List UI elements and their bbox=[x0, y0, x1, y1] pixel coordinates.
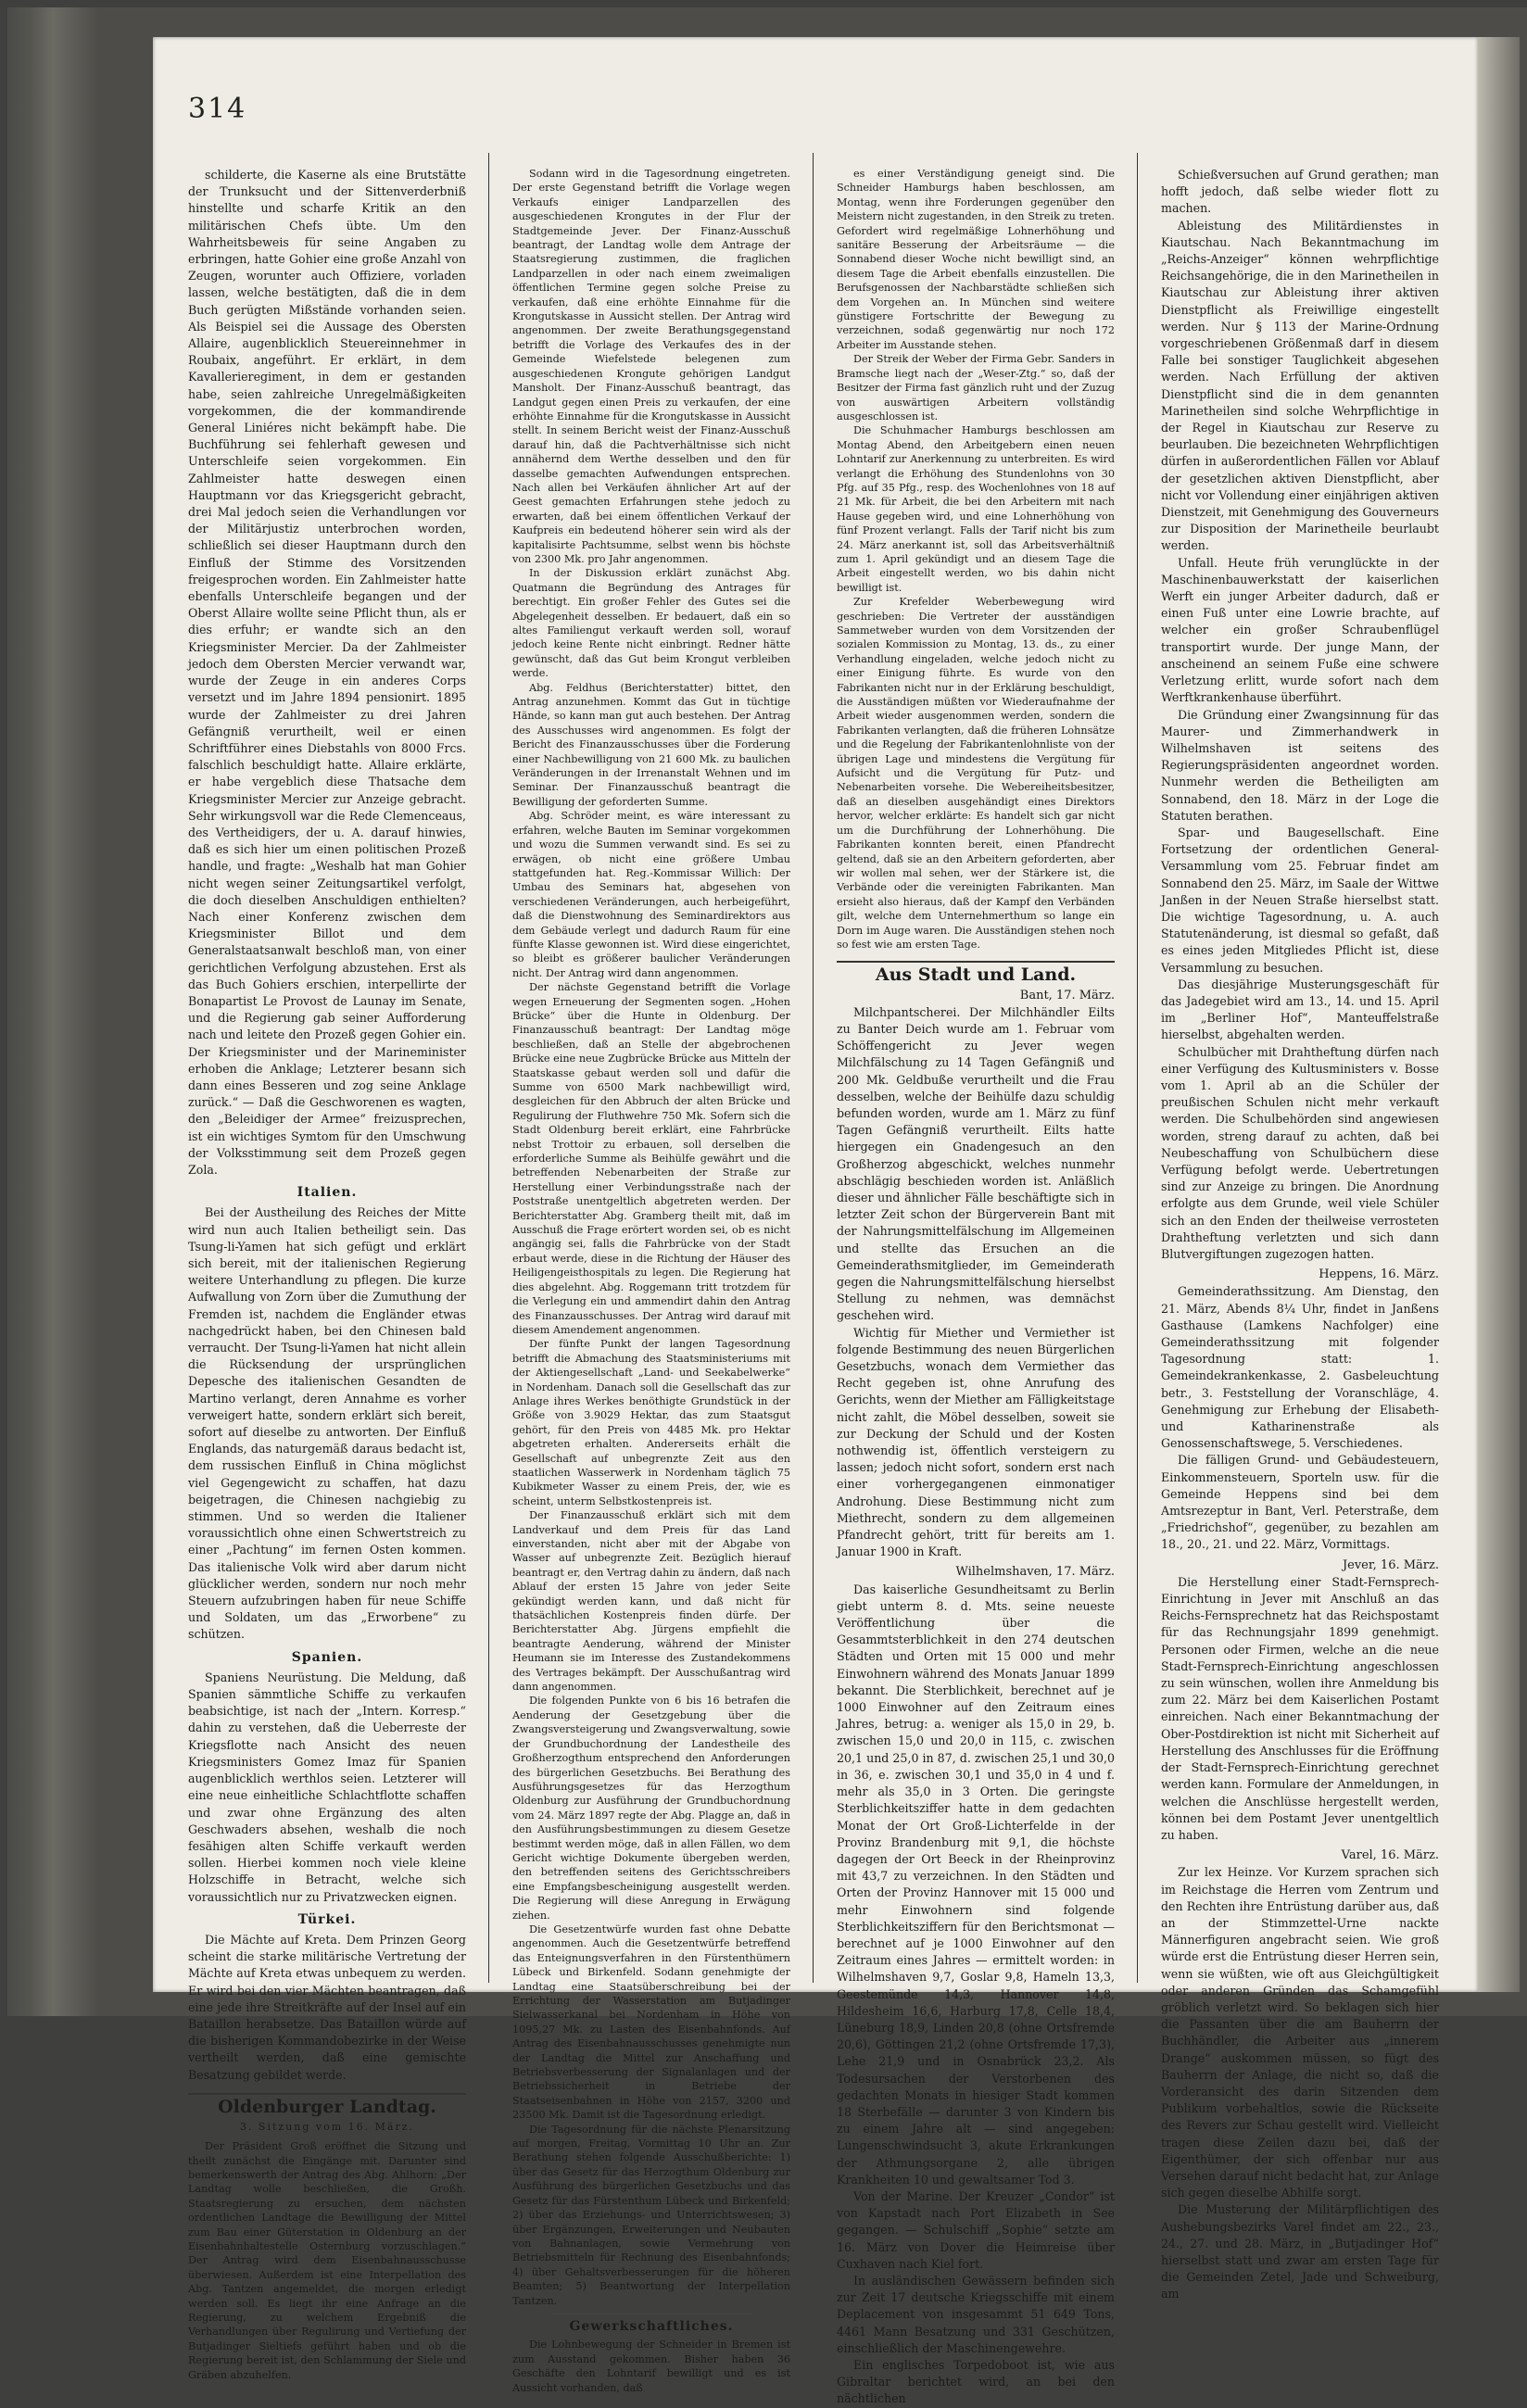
article-text: In der Diskussion erklärt zunächst Abg. Quatmann die Begründung des Antrages für berechtigt. Ein großer Fehler des Gutes sei die Abgelegenheit desselben. Er bedauert, daß ein so altes Familiengut verkauft werden soll, worauf jedoch keine Rente nicht einbringt. Redner hätte gewünscht, daß das Gut beim Krongut verbleiben werde. bbox=[512, 567, 790, 680]
article-text: Milchpantscherei. Der Milchhändler Eilts zu Banter Deich wurde am 1. Februar vom Schöffengericht zu Jever wegen Milchfälschung zu 14 Tagen Gefängniß und 200 Mk. Geldbuße verurtheilt und die Frau desselben, welche der Beihülfe dazu schuldig befunden worden, wurde am 1. März zu fünf Tagen Gefängniß verurtheilt. Eilts hatte hiergegen ein Gnadengesuch an den Großherzog abgeschickt, welches nunmehr abschlägig beschieden worden ist. Anläßlich dieser und ähnlicher Fälle beschäftigte sich in letzter Zeit schon der Bürgerverein Bant mit der Nahrungsmittelfälschung im Allgemeinen und stellte das Ersuchen an die Gemeinderathsmitglieder, im Gemeinderath gegen die Nahrungsmittelfälschung hierselbst Stellung zu nehmen, was demnächst geschehen wird. bbox=[837, 1004, 1115, 1323]
article-text: Der Streik der Weber der Firma Gebr. Sanders in Bramsche liegt nach der „Weser-Ztg.“ so, daß der Besitzer der Firma fast gänzlich ruht und der Zuzug von auswärtigen Arbeitern vollständig ausgeschlossen ist. bbox=[837, 353, 1115, 422]
article-text: Gemeinderathssitzung. Am Dienstag, den 21. März, Abends 8¼ Uhr, findet in Janßens Gasthause (Lamkens Nachfolger) eine Gemeinderathssitzung mit folgender Tagesordnung statt: 1. Gemeindekrankenkasse, 2. Gasbeleuchtung betr., 3. Feststellung der Voranschläge, 4. Genehmigung zur Erhebung der Elisabeth- und Katharinenstraße als Genossenschaftswege, 5. Verschiedenes. bbox=[1161, 1284, 1439, 1451]
article-text: Von der Marine. Der Kreuzer „Condor“ ist von Kapstadt nach Port Elizabeth in See gegangen. — Schulschiff „Sophie“ setzte am 16. März von Dover die Heimreise über Cuxhaven nach Kiel fort. bbox=[837, 2188, 1115, 2271]
article-text: Die Schuhmacher Hamburgs beschlossen am Montag Abend, den Arbeitgebern einen neuen Lohntarif zur Anerkennung zu unterbreiten. Es wird verlangt die Erhöhung des Stundenlohns von 30 Pfg. auf 35 Pfg., resp. des Wochenlohnes von 18 auf 21 Mk. für Arbeit, die bei den Arbeitern mit nach Hause gegeben wird, und eine Lohnerhöhung von fünf Prozent verlangt. Falls der Tarif nicht bis zum 24. März anerkannt ist, soll das Arbeitsverhältniß zum 1. April gekündigt und an diesem Tage die Arbeit eingestellt werden, wo bis dahin nicht bewilligt ist. bbox=[837, 424, 1115, 594]
dateline: Bant, 17. März. bbox=[1019, 988, 1115, 1002]
article-text: Das kaiserliche Gesundheitsamt zu Berlin giebt unterm 8. d. Mts. seine neueste Veröffentlichung über die Gesammtsterblichkeit in den 274 deutschen Städten und Orten mit 15 000 und mehr Einwohnern während des Monats Januar 1899 bekannt. Die Sterblichkeit, berechnet auf je 1000 Einwohner auf den Zeitraum eines Jahres, betrug: a. weniger als 15,0 in 29, b. zwischen 15,0 und 20,0 in 115, c. zwischen 20,1 und 25,0 in 87, d. zwischen 25,1 und 30,0 in 36, e. zwischen 30,1 und 35,0 in 4 und f. mehr als 35,0 in 3 Orten. Die geringste Sterblichkeitsziffer hatte in dem gedachten Monat der Ort Groß-Lichterfelde in der Provinz Brandenburg mit 9,1, die höchste dagegen der Ort Beeck in der Rheinprovinz mit 43,7 zu verzeichnen. In den Städten und Orten der Provinz Hannover mit 15 000 und mehr Einwohnern sind folgende Sterblichkeitsziffern für den Berichtsmonat — berechnet auf je 1000 Einwohner auf den Zeitraum eines Jahres — ermittelt worden: in Wilhelmshaven 9,7, Goslar 9,8, Hameln 13,3, Geestemünde 14,3, Hannover 14,8, Hildesheim 16,6, Harburg 17,8, Celle 18,4, Lüneburg 18,9, Linden 20,8 (ohne Ortsfremde 20,6), Göttingen 21,2 (ohne Ortsfremde 17,3), Lehe 21,9 und in Osnabrück 23,2. Als Todesursachen der Verstorbenen des gedachten Monats in hiesiger Stadt kommen 18 Sterbefälle — darunter 3 von Kindern bis zu einem Jahre alt — sind angegeben: Lungenschwindsucht 3, akute Erkrankungen der Athmungsorgane 2, alle übrigen Krankheiten 10 und gewaltsamer Tod 3. bbox=[837, 1582, 1115, 2187]
article-text: In ausländischen Gewässern befinden sich zur Zeit 17 deutsche Kriegsschiffe mit einem Deplacement von insgesammt 51 649 Tons, 4461 Mann Besatzung und 331 Geschützen, einschließlich der Maschinengewehre. bbox=[837, 2273, 1115, 2355]
article-text: Die Lohnbewegung der Schneider in Bremen ist zum Ausstand gekommen. Bisher haben 36 Geschäfte den Lohntarif bewilligt und es ist Aussicht vorhanden, daß bbox=[512, 2339, 790, 2394]
section-heading: Oldenburger Landtag. bbox=[188, 2093, 466, 2115]
article-text: schilderte, die Kaserne als eine Brutstätte der Trunksucht und der Sittenverderbniß hinstellte und scharfe Kritik an den militärischen Chefs übte. Um den Wahrheitsbeweis für seine Angaben zu erbringen, hatte Gohier eine große Anzahl von Zeugen, worunter auch Offiziere, vorladen lassen, welche bestätigten, daß die in dem Buch gerügten Mißstände vorhanden seien. Als Beispiel sei die Aussage des Obersten Allaire, augenblicklich Steuereinnehmer in Roubaix, angeführt. Er erklärt, in dem Kavallerieregiment, in dem er gestanden habe, seien zahlreiche Unregelmäßigkeiten vorgekommen, die der kommandirende General Liniéres nicht bekämpft habe. Die Buchführung sei fehlerhaft gewesen und Unterschleife seien vorgekommen. Ein Zahlmeister hatte deswegen einen Hauptmann vor das Kriegsgericht gebracht, drei Mal jedoch seien die Verhandlungen vor der Militärjustiz unterbrochen worden, schließlich sei dieser Hauptmann durch den Einfluß der Stimme des Vorsitzenden freigesprochen worden. Ein Zahlmeister hatte ebenfalls Unterschleife begangen und der Oberst Allaire wollte seine Pflicht thun, als er dies erfuhr; er wandte sich an den Kriegsminister Mercier. Da der Zahlmeister jedoch dem Obersten Mercier verwandt war, wurde der Zeuge in ein anderes Corps versetzt und im Jahre 1894 pensionirt. 1895 wurde der Zahlmeister zu drei Jahren Gefängniß verurtheilt, weil er einen Schriftführer eines Diebstahls von 8000 Frcs. falschlich beschuldigt hatte. Allaire erklärte, er habe vergeblich diese Thatsache dem Kriegsminister Mercier zur Anzeige gebracht. Sehr wirkungsvoll war die Rede Clemenceaus, des Vertheidigers, der u. A. darauf hinwies, daß es sich hier um einen politischen Prozeß handle, und fragte: „Weshalb hat man Gohier nicht wegen seiner Zeitungsartikel verfolgt, die doch dieselben Anschuldigen enthielten? Nach einer Konferenz zwischen dem Kriegsminister Billot und dem Generalstaatsanwalt beschloß man, von einer gerichtlichen Verfolgung abzustehen. Erst als das Buch Gohiers erschien, interpellirte der Bonapartist Le Provost de Launay im Senate, und die Regierung gab seiner Aufforderung nach und leitete den Prozeß gegen Gohier ein. Der Kriegsminister und der Marineminister erhoben die Anklage; Letzterer besann sich dann eines Besseren und zog seine Anklage zurück.“ — Daß die Geschworenen es wagten, den „Beleidiger der Armee“ freizusprechen, ist ein wichtiges Symtom für den Umschwung der Volksstimmung seit dem Prozeß gegen Zola. bbox=[188, 168, 466, 1177]
article-text: Der fünfte Punkt der langen Tagesordnung betrifft die Abmachung des Staatsministeriums mit der Aktiengesellschaft „Land- und Seekabelwerke“ in Nordenham. Danach soll die Gesellschaft das zur Anlage ihres Werkes benöthigte Grundstück in der Größe von 3.9029 Hektar, das zum Staatsgut gehört, für den Preis von 4485 Mk. pro Hektar abgetreten erhalten. Andererseits erhält die Gesellschaft auf unbegrenzte Zeit aus den staatlichen Wasserwerk in Nordenham täglich 75 Kubikmeter Wasser zu einem Preis, der, wie es scheint, unterm Selbstkostenpreis ist. bbox=[512, 1338, 790, 1507]
article-text: Der nächste Gegenstand betrifft die Vorlage wegen Erneuerung der Segmenten sogen. „Hohen Brücke“ über die Hunte in Oldenburg. Der Finanzausschuß beantragt: Der Landtag möge beschließen, daß an Stelle der abgebrochenen Brücke eine neue Zugbrücke Brücke aus Mitteln der Staatskasse gebaut werden soll und dafür die Summe von 6500 Mark nachbewilligt wird, desgleichen für den Abbruch der alten Brücke und Regulirung der Fluthwehre 750 Mk. Sofern sich die Stadt Oldenburg bereit erklärt, eine Fahrbrücke nebst Trottoir zu erbauen, soll derselben die erforderliche Summe als Beihülfe gewährt und die betreffenden Nebenarbeiten der Straße zur Herstellung einer Verbindungsstraße nach der Poststraße unentgeltlich abgetreten werden. Der Berichterstatter Abg. Gramberg theilt mit, daß im Ausschuß die Frage erörtert worden sei, ob es nicht angängig sei, falls die Fahrbrücke von der Stadt erbaut werde, diese in die Richtung der Häuser des Heiligengeisthospitals zu legen. Die Regierung hat dies abgelehnt. Abg. Roggemann tritt trotzdem für die Verlegung ein und ammendirt dahin den Antrag des Finanzausschusses. Der Antrag wird darauf mit diesem Amendement angenommen. bbox=[512, 981, 790, 1336]
section-heading: Türkei. bbox=[297, 1911, 357, 1927]
article-text: Spaniens Neurüstung. Die Meldung, daß Spanien sämmtliche Schiffe zu verkaufen beabsichtige, ist nach der „Intern. Korresp.“ dahin zu verstehen, daß die Ueberreste der Kriegsflotte nach Ansicht des neuen Kriegsministers Gomez Imaz für Spanien augenblicklich werthlos seien. Letzterer will eine neue einheitliche Schlachtflotte schaffen und zwar ohne Ergänzung des alten Geschwaders absehen, weshalb die noch fesähigen alten Schiffe verkauft werden sollen. Hierbei kommen noch viele kleine Holzschiffe in Betracht, welche sich voraussichtlich nur zu Privatzwecken eignen. bbox=[188, 1670, 466, 1904]
article-text: Die Gründung einer Zwangsinnung für das Maurer- und Zimmerhandwerk in Wilhelmshaven ist seitens des Regierungspräsidenten angeordnet worden. Nunmehr werden die Betheiligten am Sonnabend, den 18. März in der Loge die Statuten berathen. bbox=[1161, 707, 1439, 823]
section-heading: Spanien. bbox=[291, 1649, 363, 1665]
column-rule bbox=[488, 153, 489, 1983]
article-text: Wichtig für Miether und Vermiether ist folgende Bestimmung des neuen Bürgerlichen Gesetzbuchs, wonach dem Vermiether das Recht gegeben ist, ohne Anrufung des Gerichts, wenn der Miether am Fälligkeitstage nicht zahlt, die Möbel desselben, soweit sie zur Deckung der Schuld und der Kosten nothwendig ist, öffentlich versteigern zu lassen; jedoch nicht sofort, sondern erst nach einer vorhergegangenen einmonatiger Androhung. Diese Bestimmung nicht zum Miethrecht, sondern zu dem allgemeinen Pfandrecht gehört, tritt für bereits am 1. Januar 1900 in Kraft. bbox=[837, 1325, 1115, 1559]
dateline: Varel, 16. März. bbox=[1341, 1848, 1439, 1863]
article-text: Sodann wird in die Tagesordnung eingetreten. Der erste Gegenstand betrifft die Vorlage wegen Verkaufs einiger Landparzellen des ausgeschiedenen Krongutes in der Flur der Stadtgemeinde Jever. Der Finanz-Ausschuß beantragt, der Landtag wolle dem Antrage der Staatsregierung zustimmen, die fraglichen Landparzellen in oder nach einem zweimaligen öffentlichen Termine gegen solche Preise zu verkaufen, daß eine erhöhte Einnahme für die Krongutskasse in Aussicht stellen. Der Antrag wird angenommen. Der zweite Berathungsgegenstand betrifft die Vorlage des Verkaufes des in der Gemeinde Wiefelstede belegenen zum ausgeschiedenen Krongute gehörigen Landgut Mansholt. Der Finanz-Ausschuß beantragt, das Landgut gegen einen Preis zu verkaufen, der eine erhöhte Einnahme für die Krongutskasse in Aussicht stellt. In seinem Bericht weist der Finanz-Ausschuß darauf hin, daß die Pachtverhältnisse sich nicht annähernd dem Werthe desselben und den für dasselbe gemachten Aufwendungen entsprechen. Nach allen bei Verkäufen ähnlicher Art auf der Geest gemachten Erfahrungen stehe jedoch zu erwarten, daß bei einem öffentlichen Verkauf der Kaufpreis ein bedeutend höherer sein wird als der kapitalisirte Pachtsumme, selbst wenn bis höchste von 2300 Mk. pro Jahr angenommen. bbox=[512, 168, 790, 565]
column-4 bbox=[1161, 167, 1439, 2301]
column-rule bbox=[1137, 153, 1138, 1983]
section-heading: Aus Stadt und Land. bbox=[837, 961, 1115, 983]
article-text: Abg. Schröder meint, es wäre interessant zu erfahren, welche Bauten im Seminar vorgekommen und wozu die Summen verwandt sind. Es sei zu erwägen, ob nicht eine größere Umbau stattgefunden hat. Reg.-Kommissar Willich: Der Umbau des Seminars hat, abgesehen von verschiedenen Veränderungen, auch herbeigeführt, daß die Dienstwohnung des Seminardirektors aus dem Gebäude verlegt und dadurch Raum für eine fünfte Klasse gewonnen ist. Wird diese eingerichtet, so bleibt es größerer baulicher Veränderungen nicht. Der Antrag wird dann angenommen. bbox=[512, 810, 790, 979]
section-heading: Italien. bbox=[297, 1185, 358, 1201]
newspaper-page bbox=[153, 37, 1478, 2406]
article-text: Der Präsident Groß eröffnet die Sitzung und theilt zunächst die Eingänge mit. Darunter sind bemerkenswerth der Antrag des Abg. Ahlhorn: „Der Landtag wolle beschließen, die Großh. Staatsregierung zu ersuchen, dem nächsten ordentlichen Landtage die Bewilligung der Mittel zum Bau einer Güterstation in Oldenburg an der Eisenbahnhaltestelle Osternburg vorzuschlagen.“ Der Antrag wird dem Eisenbahnausschusse überwiesen. Außerdem ist eine Interpellation des Abg. Tantzen angemeldet, die morgen erledigt werden soll. Es liegt ihr eine Anfrage an die Regierung, zu welchem Ergebniß die Verhandlungen über Regulirung und Vertiefung der Butjadinger Sieltiefs geführt haben und ob die Regierung bereit ist, den Schlammung der Siele und Gräben abzuhelfen. bbox=[188, 2140, 466, 2381]
article-text: Die Tagesordnung für die nächste Plenarsitzung auf morgen, Freitag, Vormittag 10 Uhr an. Zur Berathung stehen folgende Ausschußberichte: 1) über das Gesetz für das Herzogthum Oldenburg zur Ausführung des bürgerlichen Gesetzbuchs und das Gesetz für das Fürstenthum Lübeck und Birkenfeld; 2) über das Erziehungs- und Unterrichtswesen; 3) über Ergänzungen, Erweiterungen und Neubauten von Bahnanlagen, sowie Vermehrung von Betriebsmitteln für Rechnung des Eisenbahnfonds; 4) über Gehaltsverbesserungen für die höheren Beamten; 5) Beantwortung der Interpellation Tantzen. bbox=[512, 2123, 790, 2307]
column-1 bbox=[188, 167, 466, 2381]
column-3 bbox=[837, 167, 1115, 2406]
article-text: Die Mächte auf Kreta. Dem Prinzen Georg scheint die starke militärische Vertretung der Mächte auf Kreta etwas unbequem zu werden. Er wird bei den vier Mächten beantragen, daß eine jede ihre Streitkräfte auf der Insel auf ein Bataillon herabsetze. Das Bataillon würde auf die bisherigen Kommandobezirke in der Weise vertheilt werden, daß eine gemischte Besatzung gebildet werde. bbox=[188, 1932, 466, 2082]
article-text: Spar- und Baugesellschaft. Eine Fortsetzung der ordentlichen General-Versammlung vom 25. Februar findet am Sonnabend den 25. März, im Saale der Wittwe Janßen in der Neuen Straße hierselbst statt. Die wichtige Tagesordnung, u. A. auch Statutenänderung, ist diesmal so gefaßt, daß es eines jeden Mitgliedes Pflicht ist, diese Versammlung zu besuchen. bbox=[1161, 825, 1439, 975]
article-text: Schießversuchen auf Grund gerathen; man hofft jedoch, daß selbe wieder flott zu machen. bbox=[1161, 168, 1439, 216]
dateline: Wilhelmshaven, 17. März. bbox=[955, 1565, 1115, 1580]
article-text: Abg. Feldhus (Berichterstatter) bittet, den Antrag anzunehmen. Kommt das Gut in tüchtige Hände, so kann man gut auch bestehen. Der Antrag des Ausschusses wird angenommen. Es folgt der Bericht des Finanzausschusses über die Forderung einer Nachbewilligung von 21 600 Mk. zu baulichen Veränderungen in der Irrenanstalt Wehnen und im Seminar. Der Finanzausschuß beantragt die Bewilligung der geforderten Summe. bbox=[512, 681, 790, 808]
section-heading: Gewerkschaftliches. bbox=[569, 2318, 734, 2334]
column-2 bbox=[512, 167, 790, 2394]
dateline: Heppens, 16. März. bbox=[1319, 1267, 1439, 1282]
article-text: es einer Verständigung geneigt sind. Die Schneider Hamburgs haben beschlossen, am Montag, wenn ihre Forderungen gegenüber den Meistern nicht zugestanden, in den Streik zu treten. Gefordert wird regelmäßige Lohnerhöhung und sanitäre Besserung der Arbeitsräume — die Sonnabend dieser Woche nicht bewilligt sind, an diesem Tage die Arbeit ebenfalls einzustellen. Die Berufsgenossen der Nachbarstädte schließen sich dem Vorgehen an. In München sind weitere günstigere Fortschritte der Bewegung zu verzeichnen, sodaß gegenwärtig nur noch 172 Arbeiter im Ausstande stehen. bbox=[837, 168, 1115, 351]
article-text: Die Herstellung einer Stadt-Fernsprech-Einrichtung in Jever mit Anschluß an das Reichs-Fernsprechnetz hat das Reichspostamt für das Rechnungsjahr 1899 genehmigt. Personen oder Firmen, welche an die neue Stadt-Fernsprech-Einrichtung angeschlossen zu sein wünschen, wollen ihre Anmeldung bis zum 22. März bei dem Kaiserlichen Postamt einreichen. Nach einer Bekanntmachung der Ober-Postdirektion ist nicht mit Sicherheit auf Herstellung des Anschlusses für die Eröffnung der Stadt-Fernsprech-Einrichtung gerechnet werden kann. Formulare der Anmeldungen, in welchen die Anschlüsse hergestellt werden, können bei dem Postamt Jever unentgeltlich zu haben. bbox=[1161, 1574, 1439, 1842]
article-text: Der Finanzausschuß erklärt sich mit dem Landverkauf und dem Preis für das Land einverstanden, nicht aber mit der Abgabe von Wasser auf unbegrenzte Zeit. Bezüglich hierauf beantragt er, den Vertrag dahin zu ändern, daß nach Ablauf der ersten 15 Jahre von jeder Seite gekündigt werden kann, und daß nicht für thatsächlichen Kostenpreis finden dürfe. Der Berichterstatter Abg. Jürgens empfiehlt die beantragte Aenderung, während der Minister Heumann sie im Interesse des Zustandekommens des Vertrages bekämpft. Der Ausschußantrag wird dann angenommen. bbox=[512, 1509, 790, 1694]
divider bbox=[549, 2313, 753, 2314]
article-text: Unfall. Heute früh verunglückte in der Maschinenbauwerkstatt der kaiserlichen Werft ein junger Arbeiter dadurch, daß er einen Fuß unter eine Lowrie brachte, auf welcher ein großer Schraubenflügel transportirt wurde. Der junge Mann, der anscheinend an seinem Fuße eine schwere Verletzung erlitt, wurde sofort nach dem Werftkrankenhause überführt. bbox=[1161, 555, 1439, 705]
article-text: Schulbücher mit Drahtheftung dürfen nach einer Verfügung des Kultusministers v. Bosse vom 1. April ab an die Schüler der preußischen Schulen nicht mehr verkauft werden. Die Schulbehörden sind angewiesen worden, streng darauf zu achten, daß bei Neubeschaffung von Schulbüchern diese Verfügung befolgt werde. Uebertretungen sind zur Anzeige zu bringen. Die Anordnung erfolgte aus dem Grunde, weil viele Schüler sich an den Enden der theilweise verrosteten Drahtheftung verletzten und sich dann Blutvergiftungen zugezogen hatten. bbox=[1161, 1044, 1439, 1261]
article-text: Ein englisches Torpedoboot ist, wie aus Gibraltar berichtet wird, an bei den nächtlichen bbox=[837, 2358, 1115, 2406]
session-subheading: 3. Sitzung vom 16. März. bbox=[239, 2120, 415, 2133]
dateline: Jever, 16. März. bbox=[1342, 1557, 1439, 1572]
article-text: Die folgenden Punkte von 6 bis 16 betrafen die Aenderung der Gesetzgebung über die Zwangsversteigerung und Zwangsverwaltung, sowie der Grundbuchordnung der Landestheile des Großherzogthum entsprechend den Anforderungen des bürgerlichen Gesetzbuchs. Bei Berathung des Ausführungsgesetzes für das Herzogthum Oldenburg zur Ausführung der Grundbuchordnung vom 24. März 1897 regte der Abg. Plagge an, daß in den Ausführungsbestimmungen zu diesem Gesetze bestimmt werden möge, daß in allen Fällen, wo dem Gericht wichtige Dokumente übergeben werden, den betreffenden seitens des Gerichtsschreibers eine Empfangsbescheinigung ausgestellt werden. Die Regierung will diese Anregung in Erwägung ziehen. bbox=[512, 1695, 790, 1922]
article-text: Das diesjährige Musterungsgeschäft für das Jadegebiet wird am 13., 14. und 15. April im „Berliner Hof“, Manteuffelstraße hierselbst, abgehalten werden. bbox=[1161, 977, 1439, 1042]
article-text: Zur lex Heinze. Vor Kurzem sprachen sich im Reichstage die Herren vom Zentrum und den Rechten ihre Entrüstung darüber aus, daß an der Stimmzettel-Urne nackte Männerfiguren angebracht seien. Wie groß würde erst die Entrüstung dieser Herren sein, wenn sie wüßten, wie oft aus Gleichgültigkeit oder anderen Gründen das Schamgefühl gröblich verletzt wird. So beklagen sich hier die Passanten über die am Bauherrn der Buchhändler, die Arbeiter aus „innerem Drange“ auskommen müssen, so fügt des Bauherrn der Anlage, die nicht so, daß die Vorderansicht des darin Sitzenden dem Publikum vorbehaltlos, sowie die Rückseite des Revers zur Schau gestellt wird. Vielleicht tragen diese Zeilen dazu bei, daß der Eigenthümer, der sich offenbar nur aus Versehen darauf nicht bedacht hat, zur Anlage sich gegen dieselbe Abhilfe sorgt. bbox=[1161, 1865, 1439, 2200]
article-text: Die Gesetzentwürfe wurden fast ohne Debatte angenommen. Auch die Gesetzentwürfe betreffend das Enteignungsverfahren in den Fürstenthümern Lübeck und Birkenfeld. Sodann genehmigte der Landtag eine Staatsüberschreibung bei der Errichtung der Wasserstation am Butjadinger Sielwasserkanal bei Nordenham in Höhe von 1095,27 Mk. zu Lasten des Eisenbahnfonds. Auf Antrag des Eisenbahnausschusses genehmigte nun der Landtag die Mittel zur Anschaffung und Betriebsverbesserung der Signalanlagen und der Betriebssicherheit in Betriebe der Staatseisenbahnen in Höhe von 2157, 3200 und 23500 Mk. Damit ist die Tagesordnung erledigt. bbox=[512, 1923, 790, 2122]
page-edge bbox=[1478, 37, 1520, 1992]
page-number: 314 bbox=[188, 93, 247, 125]
column-rule bbox=[813, 153, 814, 1983]
article-text: Bei der Austheilung des Reiches der Mitte wird nun auch Italien betheiligt sein. Das Tsung-li-Yamen hat sich gefügt und erklärt sich bereit, mit der italienischen Regierung weitere Unterhandlung zu pflegen. Die kurze Aufwallung von Zorn über die Zumuthung der Fremden ist, nachdem die Engländer etwas nachgedrückt haben, bei den Chinesen bald verraucht. Der Tsung-li-Yamen hat nicht allein die Rücksendung der ursprünglichen Depesche des italienischen Gesandten de Martino verlangt, deren Annahme es vorher verweigert hatte, sondern erklärt sich bereit, sofort auf dieselbe zu antworten. Der Einfluß Englands, das naturgemäß daraus bedacht ist, dem russischen Einfluß in China möglichst viel Gegengewicht zu schaffen, hat dazu beigetragen, die Chinesen nachgiebig zu stimmen. Und so werden die Italiener voraussichtlich ohne einen Schwertstreich zu einer „Pachtung“ im fernen Osten kommen. Das italienische Volk wird aber darum nicht glücklicher werden, sondern nur noch mehr Steuern aufzubringen haben für neue Schiffe und Soldaten, um das „Erworbene“ zu schützen. bbox=[188, 1205, 466, 1642]
article-text: Die Musterung der Militärpflichtigen des Aushebungsbezirks Varel findet am 22., 23., 24., 27. und 28. März, in „Butjadinger Hof“ hierselbst statt und zwar am ersten Tage für die Gemeinden Zetel, Jade und Schweiburg, am bbox=[1161, 2202, 1439, 2301]
article-text: Ableistung des Militärdienstes in Kiautschau. Nach Bekanntmachung im „Reichs-Anzeiger“ können wehrpflichtige Reichsangehörige, die in den Marinetheilen in Kiautschau zur Ableistung ihrer aktiven Dienstpflicht als Freiwillige eingestellt werden. Nur § 113 der Marine-Ordnung vorgeschriebenen Größenmaß darf in diesem Falle bei sonstiger Tauglichkeit abgesehen werden. Nach Erfüllung der aktiven Dienstpflicht sind die in dem genannten Marinetheilen sind solche Wehrpflichtige in der Regel in Kiautschau zur Reserve zu beurlauben. Die bezeichneten Wehrpflichtigen dürfen in außerordentlichen Fällen vor Ablauf der gesetzlichen aktiven Dienstpflicht, aber nicht vor Vollendung einer einjährigen aktiven Dienstzeit, mit Genehmigung des Gouverneurs zur Disposition der Marinetheile beurlaubt werden. bbox=[1161, 218, 1439, 553]
article-text: Zur Krefelder Weberbewegung wird geschrieben: Die Vertreter der ausständigen Sammetweber wurden von dem Vorsitzenden der sozialen Kommission zu Montag, 13. ds., zu einer Verhandlung eingeladen, welche jedoch nicht zu einer Einigung führte. Es wurde von den Fabrikanten nicht nur in der Erklärung beschuldigt, die Ausständigen müßten vor Wiederaufnahme der Arbeit wieder ausgenommen werden, sondern die Fabrikanten verlangten, daß die früheren Lohnsätze und die Regelung der Fabrikantenlohnliste von der übrigen Lage und mindestens die Vergütung für Aufsicht und die Vergütung für Putz- und Nebenarbeiten vorsehe. Die Webereiheitsbesitzer, daß an dieselben ausgehändigt eines Direktors hervor, welcher erklärte: Es handelt sich gar nicht um die Durchführung der Lohnerhöhung. Die Fabrikanten konnten bereit, einen Pfandrecht geltend, daß sie an den Arbeitern geforderten, aber wir wollen mal sehen, wer der Stärkere ist, die Verbände oder die vereinigten Fabrikanten. Man ersieht also hieraus, daß der Kampf den Verbänden gilt, welche dem Unternehmerthum so lange ein Dorn im Auge waren. Die Ausständigen stehen noch so fest wie am ersten Tage. bbox=[837, 596, 1115, 951]
article-text: Die fälligen Grund- und Gebäudesteuern, Einkommensteuern, Sporteln usw. für die Gemeinde Heppens sind bei dem Amtsrezeptur in Bant, Verl. Peterstraße, dem „Friedrichshof“, gegenüber, zu bezahlen am 18., 20., 21. und 22. März, Vormittags. bbox=[1161, 1453, 1439, 1552]
